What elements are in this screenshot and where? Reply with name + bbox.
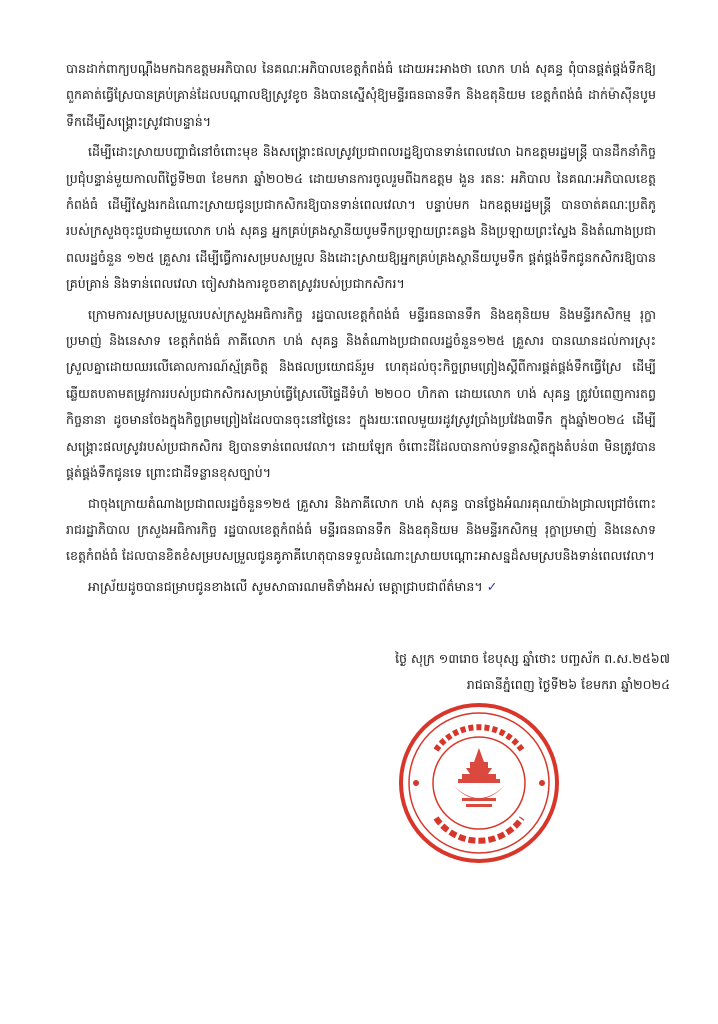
closing-text: អាស្រ័យដូចបានជម្រាបជូនខាងលើ សូមសាធារណមតិទាំងអស់ មេត្តាជ្រាបជាព័ត៌មាន។ [88, 578, 483, 594]
paragraph-3: ក្រោមការសម្របសម្រួលរបស់ក្រសួងអធិការកិច្ច រដ្ឋបាលខេត្តកំពង់ធំ មន្ទីរធនធានទឹក និងឧតុនិយម និងមន្ទីរកសិកម្ម រុក្ខាប្រមាញ់ និងនេសាទ ខេត្តកំពង់ធំ ភាគីលោក ហង់ សុគន្ធ និងតំណាងប្រជាពលរដ្ឋចំនួន១២៥ គ្រួសារ បានឈានដល់ការស្រុះស្រួលគ្នាដោយឈរលើគោលការណ៍ស្ម័គ្រចិត្ត និងផលប្រយោជន៍រួម ហេតុដល់ចុះកិច្ចព្រមព្រៀងស្ដីពីការផ្គត់ផ្គង់ទឹកធ្វើស្រែ ដើម្បីឆ្លើយតបតាមតម្រូវការរបស់ប្រជាកសិករសម្រាប់ធ្វើស្រែលើផ្ទៃដីទំហំ ២២០០ ហិកតា ដោយលោក ហង់ សុគន្ធ ត្រូវបំពេញការតព្វកិច្ចនានា ដូចមានចែងក្នុងកិច្ចព្រមព្រៀងដែលបានចុះនៅថ្ងៃនេះ ក្នុងរយៈពេលមួយរដូវស្រូវប្រាំងប្រវែង៣ទឹក ក្នុងឆ្នាំ២០២៤ ដើម្បីសង្គ្រោះផលស្រូវរបស់ប្រជាកសិករ ឱ្យបានទាន់ពេលវេលា។ ដោយឡែក ចំពោះដីដែលបានកាប់ទន្លានស្ថិតក្នុងតំបន់៣ មិនត្រូវបានផ្គត់ផ្គង់ទឹកជូនទេ ព្រោះជាដីទន្លានខុសច្បាប់។ [66, 306, 656, 481]
solar-date: រាជធានីភ្នំពេញ ថ្ងៃទី២៦ ខែមករា ឆ្នាំ២០២៤ [466, 677, 670, 692]
document-body [66, 56, 656, 600]
lunar-date: ថ្ងៃ សុក្រ ១៣រោច ខែបុស្ស ឆ្នាំថោះ បញ្ចស័ក ព.ស.២៥៦៧ [395, 651, 670, 666]
paragraph-4: ជាចុងក្រោយតំណាងប្រជាពលរដ្ឋចំនួន១២៥ គ្រួសារ និងភាគីលោក ហង់ សុគន្ធ បានថ្លែងអំណរគុណយ៉ាងជ្រាលជ្រៅចំពោះរាជរដ្ឋាភិបាល ក្រសួងអធិការកិច្ច រដ្ឋបាលខេត្តកំពង់ធំ មន្ទីរធនធានទឹក និងឧតុនិយម និងមន្ទីរកសិកម្ម រុក្ខាប្រមាញ់ និងនេសាទ ខេត្តកំពង់ធំ ដែលបានខិតខំសម្របសម្រួលជូនគូភាគីហេតុបានទទួលដំណោះស្រាយបណ្ដោះអាសន្នដ៏សមស្របនិងទាន់ពេលវេលា។ [66, 495, 656, 564]
closing-line [66, 574, 656, 600]
paragraph-1: បានដាក់ពាក្យបណ្ដឹងមកឯកឧត្តមអភិបាល នៃគណៈអភិបាលខេត្តកំពង់ធំ ដោយអះអាងថា លោក ហង់ សុគន្ធ ពុំបានផ្គត់ផ្គង់ទឹកឱ្យពួកគាត់ធ្វើស្រែបានគ្រប់គ្រាន់ដែលបណ្ដាលឱ្យស្រូវខូច និងបានស្នើសុំឱ្យមន្ទីរធនធានទឹក និងឧតុនិយម ខេត្តកំពង់ធំ ដាក់ម៉ាស៊ីនបូមទឹកដើម្បីសង្គ្រោះស្រូវជាបន្ទាន់។ [66, 61, 656, 129]
handwritten-mark: ✓ [486, 578, 498, 594]
paragraph-2: ដើម្បីដោះស្រាយបញ្ហាជំនៅចំពោះមុខ និងសង្គ្រោះផលស្រូវប្រជាពលរដ្ឋឱ្យបានទាន់ពេលវេលា ឯកឧត្តមរដ្ឋមន្ត្រី បានដឹកនាំកិច្ចប្រជុំបន្ទាន់មួយកាលពីថ្ងៃទី២៣ ខែមករា ឆ្នាំ២០២៤ ដោយមានការចូលរួមពីឯកឧត្តម ងួន រតនៈ អភិបាល នៃគណៈអភិបាលខេត្តកំពង់ធំ ដើម្បីស្វែងរកដំណោះស្រាយជូនប្រជាកសិករឱ្យបានទាន់ពេលវេលា។ បន្ទាប់មក ឯកឧត្តមរដ្ឋមន្ត្រី បានចាត់គណៈប្រតិភូរបស់ក្រសួងចុះជួបជាមួយលោក ហង់ សុគន្ធ អ្នកគ្រប់គ្រងស្ថានីយបូមទឹកប្រឡាយព្រះគន្លង និងប្រឡាយព្រះស្ទែង និងតំណាងប្រជាពលរដ្ឋចំនួន ១២៥ គ្រួសារ ដើម្បីធ្វើការសម្របសម្រួល និងដោះស្រាយឱ្យអ្នកគ្រប់គ្រងស្ថានីយបូមទឹក ផ្គត់ផ្គង់ទឹកជូនកសិករឱ្យបានគ្រប់គ្រាន់ និងទាន់ពេលវេលា ចៀសវាងការខូចខាតស្រូវរបស់ប្រជាកសិករ។ [66, 144, 656, 292]
official-seal-stamp [396, 700, 562, 866]
date-block [290, 646, 670, 698]
